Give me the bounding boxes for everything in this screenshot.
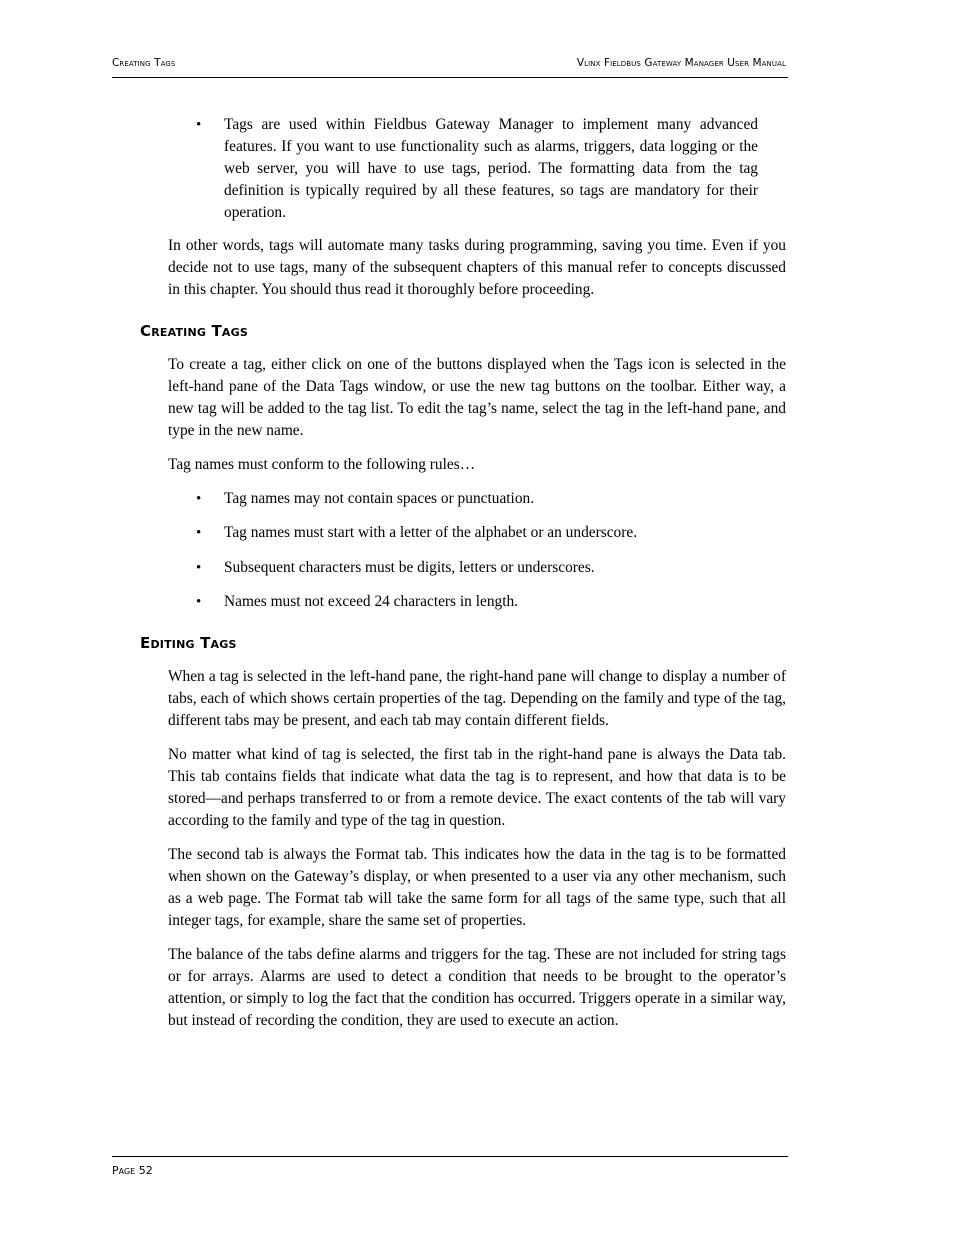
rule-text: Subsequent characters must be digits, letters or underscores.	[224, 559, 595, 576]
bullet-dot: •	[196, 491, 202, 507]
bullet-dot: •	[196, 525, 202, 541]
rule-text: Tag names may not contain spaces or punctuation.	[224, 490, 535, 507]
bullet-dot: •	[196, 560, 202, 576]
rule-text: Tag names must start with a letter of the alphabet or an underscore.	[224, 524, 638, 541]
creating-tags-heading: Creating Tags	[140, 322, 249, 340]
editing-paragraph-2: No matter what kind of tag is selected, the first tab in the right-hand pane is always the Data tab. This tab contains fields that indicate what data the tag is to represent, and how that data is to be stored—and perhaps transferred to or from a remote device. The exact contents of the tab will vary according to the family and type of the tag in question.	[168, 746, 786, 829]
bullet-dot: •	[196, 117, 202, 133]
intro-paragraph: In other words, tags will automate many tasks during programming, saving you time. Even if you decide not to use tags, many of the subsequent chapters of this manual refer to concepts discussed in this chapter. You should thus read it thoroughly before proceeding.	[168, 237, 786, 298]
header-chapter-title: Creating Tags	[112, 57, 176, 69]
running-footer	[112, 1156, 788, 1177]
running-header	[112, 56, 788, 78]
editing-paragraph-1: When a tag is selected in the left-hand pane, the right-hand pane will change to display a number of tabs, each of which shows certain properties of the tag. Depending on the family and type of the tag, different tabs may be present, and each tab may contain different fields.	[168, 668, 786, 729]
bullet-dot: •	[196, 594, 202, 610]
creating-paragraph-1: To create a tag, either click on one of the buttons displayed when the Tags icon is selected in the left-hand pane of the Data Tags window, or use the new tag buttons on the toolbar. Either way, a new tag will be added to the tag list. To edit the tag’s name, select the tag in the left-hand pane, and type in the new name.	[168, 356, 786, 439]
header-manual-title: Vlinx Fieldbus Gateway Manager User Manual	[576, 57, 786, 69]
editing-paragraph-3: The second tab is always the Format tab. This indicates how the data in the tag is to be formatted when shown on the Gateway’s display, or when presented to a user via any other mechanism, such as a web page. The Format tab will take the same form for all tags of the same type, such that all integer tags, for example, share the same set of properties.	[168, 846, 786, 929]
rule-text: Names must not exceed 24 characters in length.	[224, 593, 519, 610]
editing-tags-heading: Editing Tags	[140, 634, 237, 652]
editing-paragraph-4: The balance of the tabs define alarms and triggers for the tag. These are not included for string tags or for arrays. Alarms are used to detect a condition that needs to be brought to the operator’s attention, or simply to log the fact that the condition has occurred. Triggers operate in a similar way, but instead of recording the condition, they are used to execute an action.	[168, 946, 786, 1029]
page-number: Page 52	[112, 1164, 153, 1177]
creating-paragraph-2: Tag names must conform to the following rules…	[168, 456, 476, 473]
intro-bullet-text: Tags are used within Fieldbus Gateway Manager to implement many advanced features. If you want to use functionality such as alarms, triggers, data logging or the web server, you will have to use tags, period. The formatting data from the tag definition is typically required by all these features, so tags are mandatory for their operation.	[224, 116, 758, 221]
